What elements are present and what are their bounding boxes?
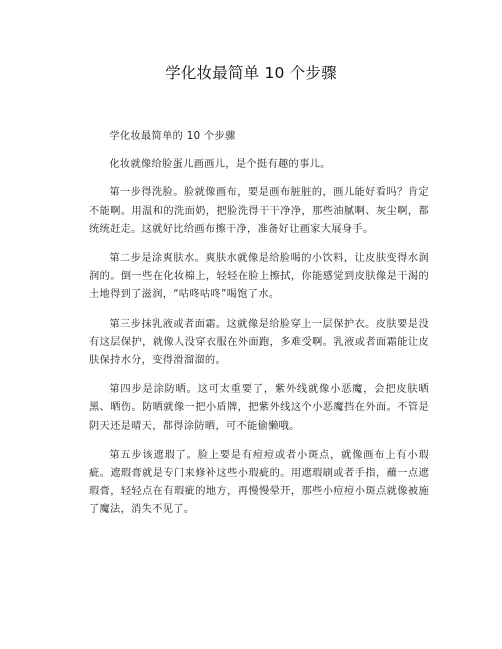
paragraph-subtitle: 学化妆最简单的 10 个步骤 (109, 131, 236, 142)
paragraph-step-4: 第四步是涂防晒。这可太重要了，紫外线就像小恶魔，会把皮肤晒黑、晒伤。防晒就像一把小盾牌，把紫外线这个小恶魔挡在外面。不管是阴天还是晴天，都得涂防晒，可不能偷懒哦。 (89, 384, 429, 432)
document-body (89, 128, 429, 520)
paragraph-step-1: 第一步得洗脸。脸就像画布，要是画布脏脏的，画儿能好看吗？肯定不能啊。用温和的洗面奶，把脸洗得干干净净，那些油腻啊、灰尘啊，都统统赶走。这就好比给画布擦干净，准备好让画家大展身手。 (89, 187, 429, 235)
paragraph-step-3: 第三步抹乳液或者面霜。这就像是给脸穿上一层保护衣。皮肤要是没有这层保护，就像人没穿衣服在外面跑，多难受啊。乳液或者面霜能让皮肤保持水分，变得滑溜溜的。 (89, 318, 429, 367)
paragraph-step-2: 第二步是涂爽肤水。爽肤水就像是给脸喝的小饮料，让皮肤变得水润润的。倒一些在化妆棉上，轻轻在脸上擦拭，你能感觉到皮肤像是干渴的土地得到了滋润，“咕咚咕咚”喝饱了水。 (89, 253, 429, 301)
paragraph-intro: 化妆就像给脸蛋儿画画儿，是个挺有趣的事儿。 (109, 159, 331, 171)
document-title: 学化妆最简单 10 个步骤 (165, 64, 337, 82)
paragraph-step-5: 第五步该遮瑕了。脸上要是有痘痘或者小斑点，就像画布上有小瑕疵。遮瑕膏就是专门来修补这些小瑕疵的。用遮瑕刷或者手指，蘸一点遮瑕膏，轻轻点在有瑕疵的地方，再慢慢晕开，那些小痘痘小斑点就像被施了魔法，消失不见了。 (89, 449, 429, 516)
